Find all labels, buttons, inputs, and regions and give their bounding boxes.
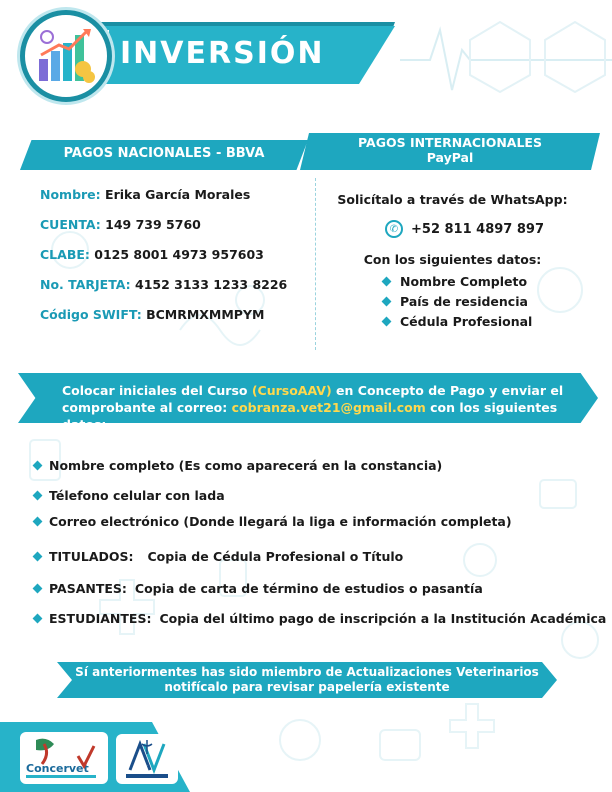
aav-logo [116, 734, 178, 784]
concervet-logo [20, 732, 108, 784]
concervet-logo-icon [22, 734, 106, 782]
diamond-bullet-icon [33, 461, 43, 471]
payment-row-card: No. TARJETA: 4152 3133 1233 8226 [40, 277, 288, 292]
payment-row-name: Nombre: Erika García Morales [40, 187, 251, 202]
diamond-bullet-icon [33, 491, 43, 501]
diamond-bullet-icon [33, 614, 43, 624]
national-payments-header: PAGOS NACIONALES - BBVA [63, 146, 265, 161]
diamond-bullet-icon [382, 296, 392, 306]
aav-logo-icon [118, 736, 176, 782]
instructions-text: Colocar iniciales del Curso (CursoAAV) en Concepto de Pago y enviar el comprobante al correo: cobranza.vet21@gmail.com con los siguientes datos: [62, 383, 564, 432]
requirement-item: Correo electrónico (Donde llegará la liga e información completa) [34, 514, 512, 529]
payment-row-account: CUENTA: 149 739 5760 [40, 217, 201, 232]
international-payments-header [300, 135, 600, 165]
international-requirements-list [383, 271, 532, 331]
column-divider [315, 178, 316, 350]
requirement-item: Télefono celular con lada [34, 488, 225, 503]
list-item: Nombre Completo [383, 271, 532, 291]
category-item: ESTUDIANTES: Copia del último pago de inscripción a la Institución Académica [34, 611, 606, 626]
requirement-item: Nombre completo (Es como aparecerá en la constancia) [34, 458, 442, 473]
investment-logo [20, 10, 112, 102]
diamond-bullet-icon [33, 517, 43, 527]
whatsapp-number: +52 811 4897 897 [411, 221, 545, 237]
whatsapp-intro: Solicítalo a través de WhatsApp: [337, 192, 568, 207]
international-header-line1: PAGOS INTERNACIONALES [358, 135, 542, 150]
notice-text: Sí anteriormentes has sido miembro de Actualizaciones Veterinarios notifícalo para revisar papelería existente [75, 665, 539, 694]
category-item: TITULADOS: Copia de Cédula Profesional o Título [34, 549, 403, 564]
diamond-bullet-icon [382, 316, 392, 326]
international-header-line2: PayPal [426, 150, 474, 165]
diamond-bullet-icon [33, 584, 43, 594]
svg-text:Concervet: Concervet [26, 762, 89, 775]
payment-row-swift: Código SWIFT: BCMRMXMMPYM [40, 307, 265, 322]
diamond-bullet-icon [33, 552, 43, 562]
investment-growth-icon [25, 15, 107, 97]
data-intro: Con los siguientes datos: [363, 252, 542, 267]
diamond-bullet-icon [382, 276, 392, 286]
page-title: INVERSIÓN [120, 36, 325, 71]
payment-row-clabe: CLABE: 0125 8001 4973 957603 [40, 247, 264, 262]
svg-text:AV: AV [146, 766, 148, 767]
category-item: PASANTES: Copia de carta de término de estudios o pasantía [34, 581, 483, 596]
list-item: Cédula Profesional [383, 311, 532, 331]
list-item: País de residencia [383, 291, 532, 311]
course-code: (CursoAAV) [251, 383, 332, 398]
email-link[interactable]: cobranza.vet21@gmail.com [231, 400, 426, 415]
whatsapp-contact[interactable] [385, 220, 544, 238]
whatsapp-icon: ✆ [385, 220, 403, 238]
